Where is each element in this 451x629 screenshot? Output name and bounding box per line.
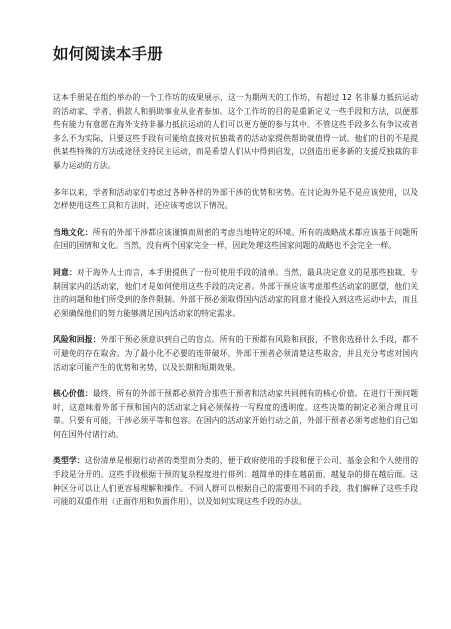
paragraph-text: 外部干预必须意识到自己的盲点。所有的干预都有风险和回报，不管你选择什么手段，都不可避免的存在取舍。为了最小化不必要的连带破坏，外部干预者必须清楚这些取舍，并且充分考虑对国内活动家可能产生的优势和劣势，以及长期和短期效果。 (53, 335, 419, 372)
paragraph-lead: 同意： (53, 267, 77, 277)
paragraph-text: 这本手册是在组约举办的一个工作坊的成果展示，这一为期两天的工作坊，有超过 12 名非暴力抵抗运动的活动家、学者、捐款人和捐助事业从业者参加。这个工作坊的目的是重新定义一些手段和方法，以便那些有能力有意愿在海外支持非暴力抵抗运动的人们可以更方便的参与其中。不管这些手段多么有争议或者多么不为实际，只要这些手段有可能给直接对抗独裁者的活动家提供帮助就值得一试。他们的目的不是提供某些特殊的方法或途径支持民主运动，而是希望人们从中得到启发，以创造出更多新的支援反独裁的非暴力运动的方法。 (53, 93, 418, 170)
paragraph-considerations (53, 186, 418, 213)
paragraph-consent (53, 266, 418, 320)
paragraph-risk-reward (53, 333, 418, 374)
paragraph-local-culture (53, 226, 418, 253)
paragraph-text: 多年以来，学者和活动家们考虑过各种各样的外部干涉的优势和劣势。在讨论海外是不是应该使用，以及怎样使用这些工具和方法时，还应该考虑以下情况。 (53, 187, 418, 211)
paragraph-lead: 类型学： (53, 456, 85, 466)
paragraph-lead: 当地文化： (53, 227, 93, 237)
paragraph-text: 最终，所有的外部干预都必须符合那些干预者和活动家共同拥有的核心价值。在进行干预问题时，这意味着外部干预和国内的活动家之间必须保持一写程度的透明度。这些决策的制定必须合理且可靠。只要有可能，干涉必须平等和包容。在国内的活动家开始行动之前，外部干预者必须考虑他们自己如何在国外付诸行动。 (53, 389, 419, 439)
paragraph-intro (53, 91, 418, 173)
paragraph-core-values (53, 387, 418, 441)
document-page (53, 44, 418, 522)
paragraph-typology (53, 454, 418, 508)
paragraph-lead: 核心价值： (53, 389, 93, 399)
paragraph-text: 对于海外人士而言，本手册提供了一份可使用手段的清单。当然，最具决定意义的是那些独裁、专制国家内的活动家，他们才是如何使用这些手段的决定者。外部干预应该考虑那些活动家的愿望，他们关注的问题和他们所受到的条件限制。外部干预必须取得国内活动家的同意才能投入到这些运动中去，而且必须确保他们的努力能够满足国内活动家的特定需求。 (53, 267, 419, 318)
paragraph-text: 所有的外部干涉都应该谨慎而周密的考虑当地特定的环境。所有的战略战术都应该基于问题所在国的国情和文化。当然，没有两个国家完全一样，因此处理这些国家问题的战略也不会完全一样。 (53, 227, 419, 251)
page-title: 如何阅读本手册 (53, 45, 163, 63)
paragraph-lead: 风险和回报： (53, 335, 101, 345)
paragraph-text: 这份清单是根据行动者的类型而分类的，便于政府使用的手段和便于公司、基金会和个人使用的手段是分开的。这些手段根据干预的复杂程度进行排列：越简单的排在越前面，越复杂的排在越后面。这种区分可以让人们更容易理解和操作。不同人群可以根据自己的需要用不同的手段，我们解释了这些手段可能的双重作用（正面作用和负面作用），以及如何实现这些手段的办法。 (53, 456, 419, 507)
